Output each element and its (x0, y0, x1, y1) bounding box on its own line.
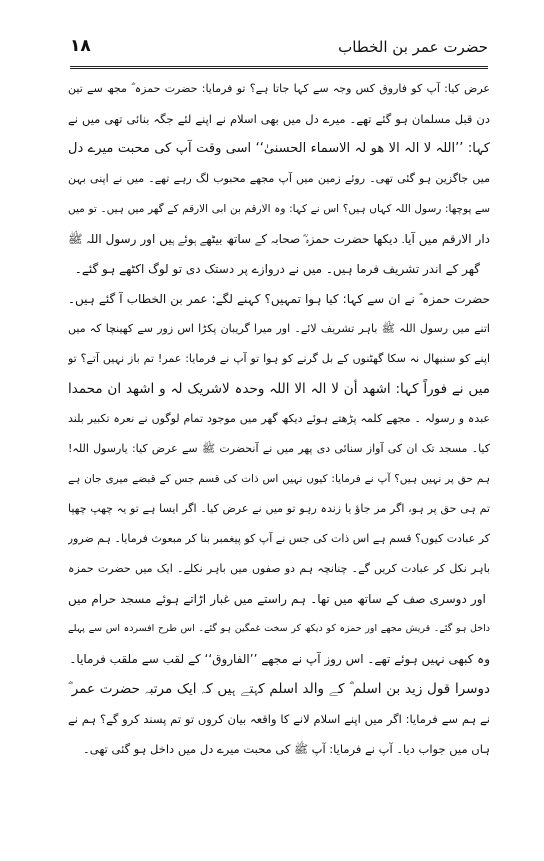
text-line-22: نے ہم سے فرمایا: اگر میں اپنے اسلام لانے کا واقعہ بیان کروں تو تم پسند کرو گے؟ ہم نے (68, 712, 490, 726)
text-line-4: میں جاگزین ہو گئی تھی۔ روئے زمین میں آپ مجھے محبوب لگ رہے تھے۔ میں نے اپنی بہن (68, 172, 490, 185)
text-line-3: کہا: ’’اللہ لا الہ الا ھو لہ الاسماء الحسنیٰ‘‘ اسی وقت آپ کی محبت میرے دل (68, 141, 490, 156)
text-line-7: گھر کے اندر تشریف فرما ہیں۔ میں نے دروازے پر دستک دی تو لوگ اکٹھے ہو گئے۔ (74, 262, 480, 276)
text-line-11: میں نے فوراً کہا: اشھد أن لا الہ الا اللہ وحدہ لاشریک لہ و اشھد ان محمدا (68, 381, 490, 397)
text-line-9: اتنے میں رسول اللہ ﷺ باہر تشریف لائے۔ اور میرا گریبان پکڑا اس زور سے کھینچا کہ میں (68, 322, 490, 335)
text-line-14: ہم حق پر نہیں ہیں؟ آپ نے فرمایا: کیوں نہیں اس ذات کی قسم جس کے قبضے میری جان ہے (68, 473, 490, 485)
text-line-17: باہر نکل کر عبادت کریں گے۔ چنانچہ ہم دو صفوں میں باہر نکلے۔ ایک میں حضرت حمزہ (68, 562, 490, 575)
text-line-16: کر عبادت کیوں؟ قسم ہے اس ذات کی جس نے آپ کو پیغمبر بنا کر مبعوث فرمایا۔ ہم ضرور (68, 532, 490, 545)
page-number: ۱۸ (70, 36, 91, 56)
header-rule (70, 66, 488, 67)
text-line-1: عرض کیا: آپ کو فاروق کس وجہ سے کہا جاتا ہے؟ تو فرمایا: حضرت حمزہ ؓ مجھ سے تین (68, 82, 490, 95)
text-line-23: ہاں میں جواب دیا۔ آپ نے فرمایا: آپ ﷺ کی محبت میرے دل میں داخل ہو گئی تھی۔ (83, 742, 490, 756)
text-line-13: کیا۔ مسجد تک ان کی آواز سنائی دی پھر میں نے آنحضرت ﷺ سے عرض کیا: یارسول اللہ! (68, 442, 490, 455)
body-text (68, 74, 490, 764)
text-line-18: ؓ اور دوسری صف کے ساتھ میں تھا۔ ہم راستے میں غبار اڑاتے ہوئے مسجد حرام میں (68, 592, 490, 606)
running-title: حضرت عمر بن الخطاب (338, 38, 488, 56)
text-line-5: سے پوچھا: رسول اللہ کہاں ہیں؟ اس نے کہا: وہ الارقم بن ابی الارقم کے گھر میں ہیں۔ تو میں (68, 203, 490, 215)
text-line-8: حضرت حمزہ ؓ نے ان سے کہا: کیا ہوا تمہیں؟ کہنے لگے: عمر بن الخطاب آ گئے ہیں۔ (68, 292, 490, 306)
text-line-19: داخل ہو گئے۔ قریش مجھے اور حمزہ کو دیکھ کر سخت غمگین ہو گئے۔ اس طرح افسردہ اس سے پہلے (68, 623, 490, 634)
text-line-12: عبدہ و رسولہ ۔ مجھے کلمہ پڑھتے ہوئے دیکھ گھر میں موجود تمام لوگوں نے نعرہ تکبیر بلند (68, 412, 490, 425)
text-line-21: دوسرا قول زید بن اسلم ؓ کے والد اسلم کہتے ہیں کہ ایک مرتبہ حضرت عمر ؓ (68, 681, 490, 697)
text-line-10: اپنے کو سنبھال نہ سکا گھٹنوں کے بل گرنے کو ہوا تو آپ نے فرمایا: عمر! تم باز نہیں آتے؟ تو (68, 352, 490, 365)
page-header (70, 36, 488, 64)
text-line-6: دار الارقم میں آیا۔ دیکھا حضرت حمزہ ؓ صحابہ کے ساتھ بیٹھے ہوئے ہیں اور رسول اللہ ﷺ (68, 232, 490, 246)
text-line-20: وہ کبھی نہیں ہوئے تھے۔ اس روز آپ نے مجھے ’’الفاروق‘‘ کے لقب سے ملقب فرمایا۔ (69, 652, 490, 666)
text-line-2: دن قبل مسلمان ہو گئے تھے۔ میرے دل میں بھی اسلام نے اپنے لئے جگہ بنائی تھی میں نے (68, 112, 490, 126)
text-line-15: تم ہی حق پر ہو، اگر مر جاؤ یا زندہ رہو تو میں نے عرض کیا۔ اگر ایسا ہے تو یہ چھپ چھپا (68, 502, 490, 515)
